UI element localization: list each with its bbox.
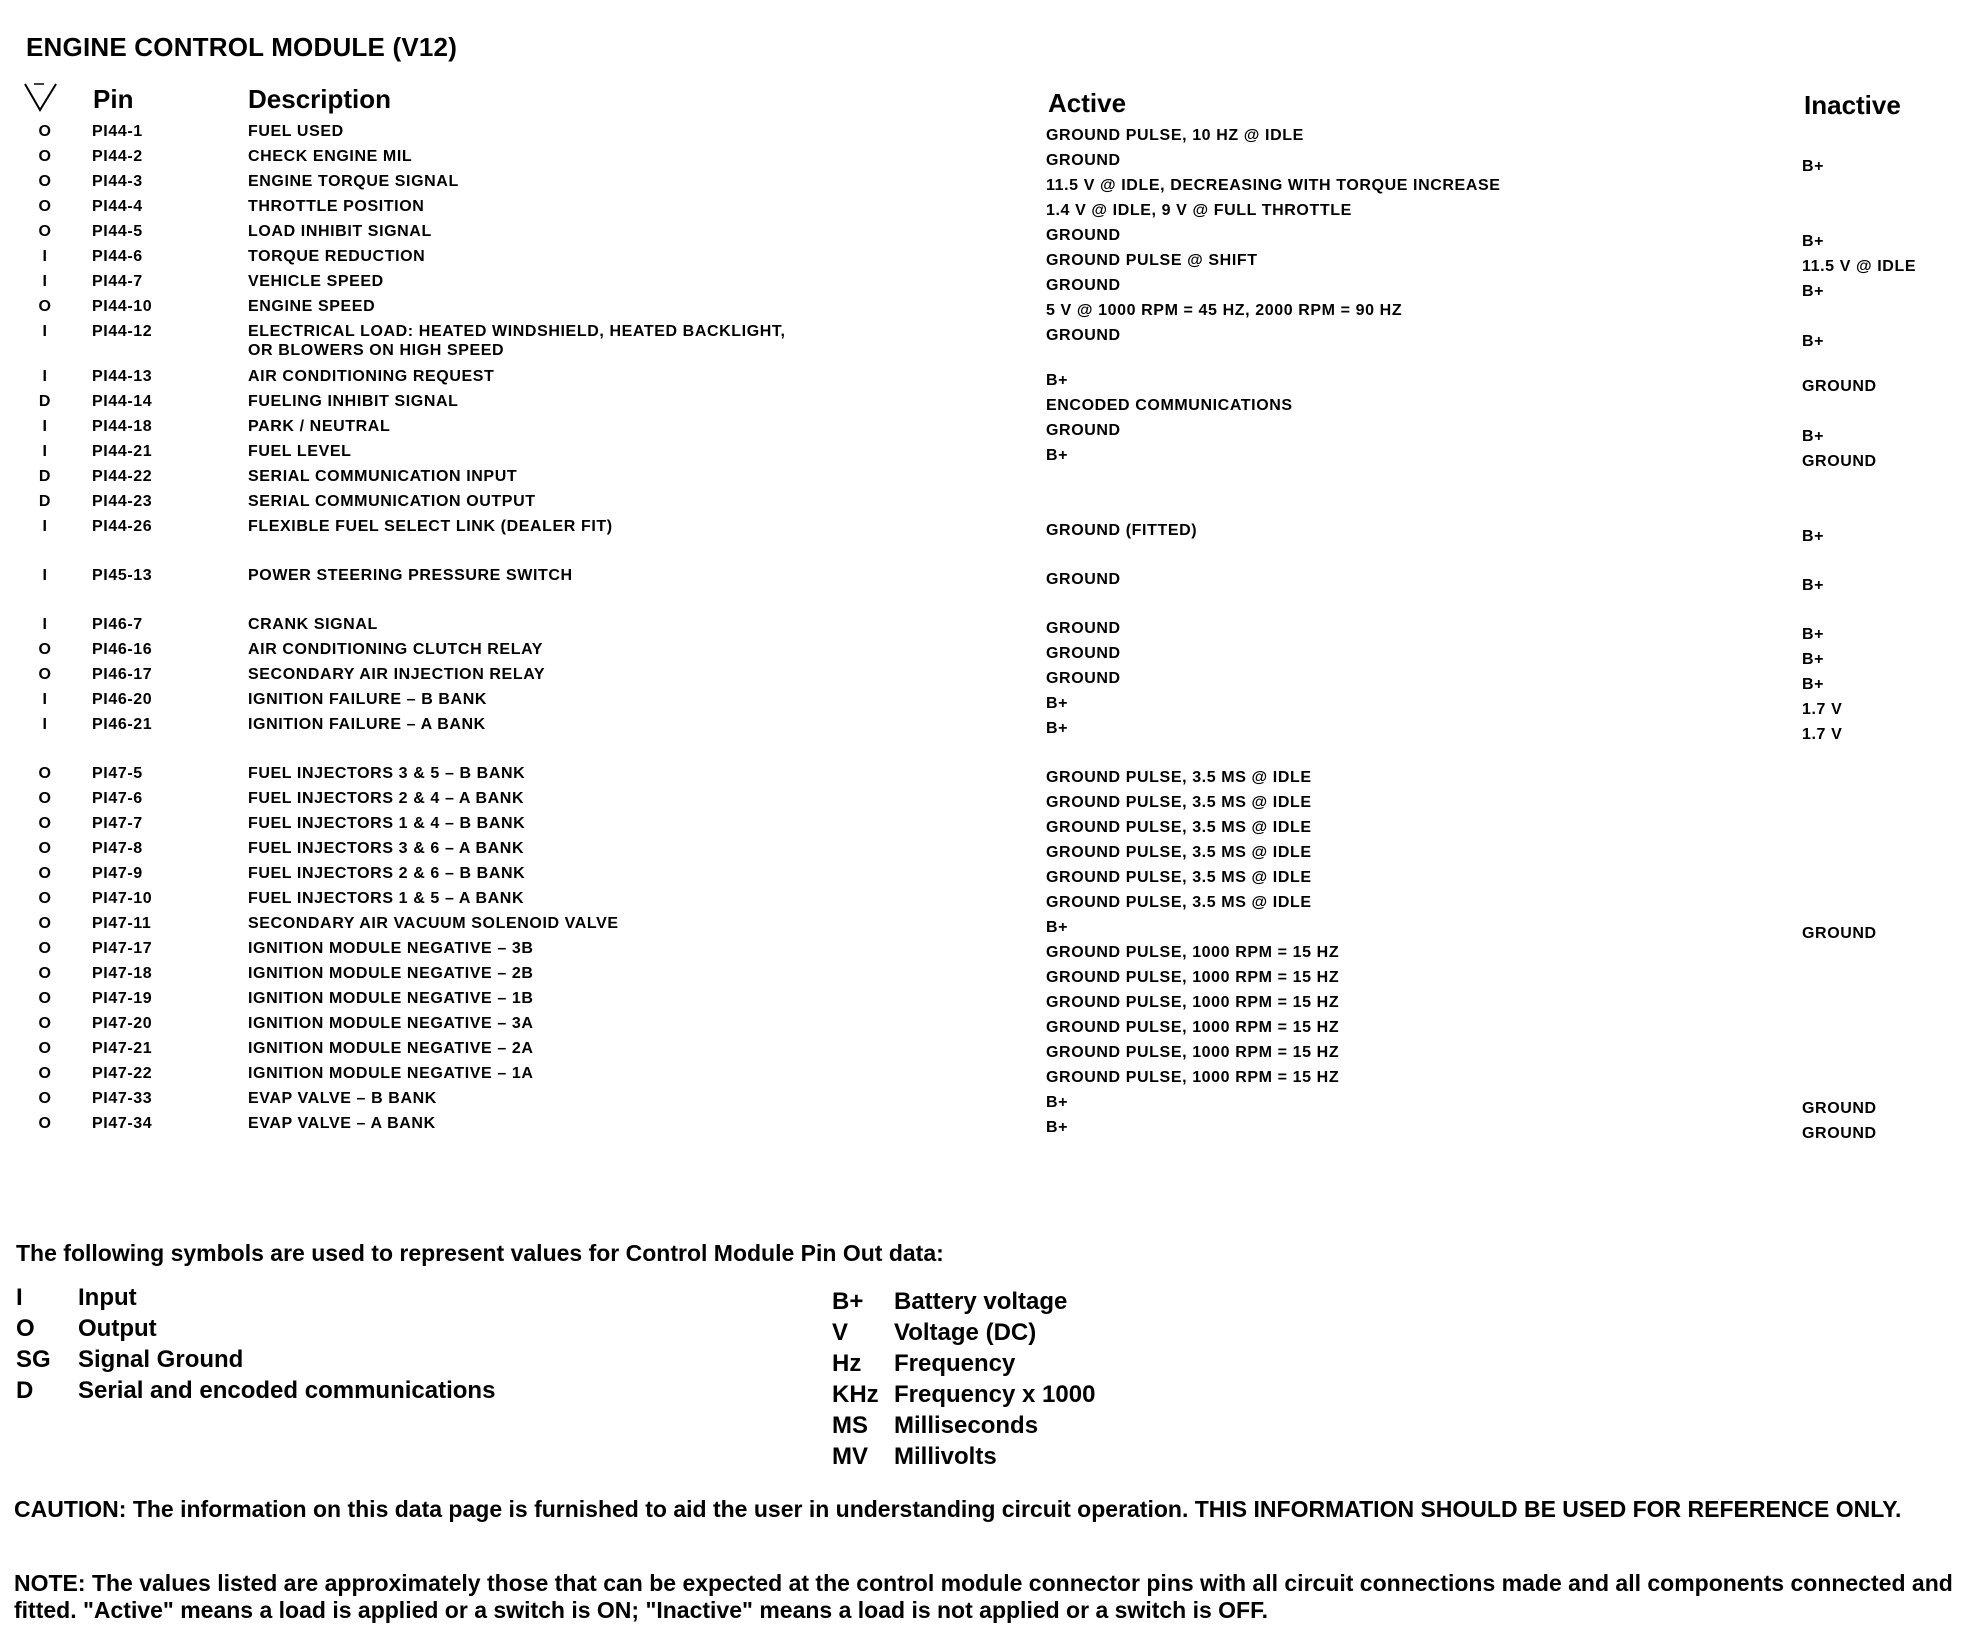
- pin-direction: I: [42, 273, 48, 290]
- inactive-value: B+: [1802, 283, 1825, 300]
- page-title: ENGINE CONTROL MODULE (V12): [26, 32, 458, 62]
- pin-id: PI44-13: [92, 368, 153, 385]
- pin-id: PI47-8: [92, 840, 143, 857]
- pin-description: FUELING INHIBIT SIGNAL: [248, 393, 459, 410]
- pin-description: IGNITION MODULE NEGATIVE – 2A: [248, 1040, 534, 1057]
- pin-direction: O: [38, 940, 52, 957]
- pin-description: EVAP VALVE – A BANK: [248, 1115, 436, 1132]
- table-row: [0, 122, 1980, 146]
- table-row: [0, 1089, 1980, 1117]
- active-value: GROUND PULSE, 3.5 MS @ IDLE: [1046, 869, 1312, 886]
- legend-label: Frequency: [894, 1350, 1016, 1377]
- pin-description: ENGINE SPEED: [248, 298, 376, 315]
- active-value: GROUND: [1046, 277, 1121, 294]
- pin-direction: O: [38, 1090, 52, 1107]
- inactive-value: GROUND: [1802, 1100, 1877, 1117]
- active-value: GROUND: [1046, 620, 1121, 637]
- legend-code: Hz: [832, 1350, 862, 1377]
- legend-code: SG: [16, 1346, 51, 1373]
- legend-item: [16, 1377, 495, 1405]
- pin-id: PI44-12: [92, 323, 153, 340]
- pin-direction: I: [42, 443, 48, 460]
- pin-direction: O: [38, 1115, 52, 1132]
- table-row: [0, 367, 1980, 395]
- pin-description: THROTTLE POSITION: [248, 198, 425, 215]
- pin-description: CHECK ENGINE MIL: [248, 148, 413, 165]
- table-row: [0, 665, 1980, 693]
- caution-note: CAUTION: The information on this data page is furnished to aid the user in understanding circuit operation. THIS INFORMATION SHOULD BE USED FOR REFERENCE ONLY.: [14, 1496, 1902, 1522]
- pin-description: SERIAL COMMUNICATION OUTPUT: [248, 493, 536, 510]
- pin-id: PI44-3: [92, 173, 143, 190]
- pin-id: PI44-1: [92, 123, 143, 140]
- active-value: B+: [1046, 372, 1069, 389]
- table-row: [0, 914, 1980, 942]
- active-value: 11.5 V @ IDLE, DECREASING WITH TORQUE INCREASE: [1046, 177, 1501, 194]
- legend-item: [832, 1443, 997, 1471]
- pin-direction: I: [42, 518, 48, 535]
- legend-item: [16, 1315, 157, 1343]
- pin-direction: O: [38, 666, 52, 683]
- pin-id: PI44-5: [92, 223, 143, 240]
- legend-label: Voltage (DC): [894, 1319, 1037, 1346]
- triangle-icon: [22, 80, 62, 114]
- inactive-value: B+: [1802, 651, 1825, 668]
- pin-direction: O: [38, 298, 52, 315]
- active-header: Active: [1048, 88, 1127, 118]
- table-row: [0, 814, 1980, 838]
- pin-id: PI44-6: [92, 248, 143, 265]
- pin-id: PI47-33: [92, 1090, 153, 1107]
- pin-description: VEHICLE SPEED: [248, 273, 384, 290]
- active-value: 1.4 V @ IDLE, 9 V @ FULL THROTTLE: [1046, 202, 1352, 219]
- pin-description: SECONDARY AIR VACUUM SOLENOID VALVE: [248, 915, 619, 932]
- legend-heading: The following symbols are used to represent values for Control Module Pin Out data:: [16, 1240, 944, 1266]
- active-value: ENCODED COMMUNICATIONS: [1046, 397, 1293, 414]
- legend-item: [832, 1288, 1067, 1316]
- pin-description: LOAD INHIBIT SIGNAL: [248, 223, 432, 240]
- pin-description: ELECTRICAL LOAD: HEATED WINDSHIELD, HEATED BACKLIGHT,: [248, 323, 786, 340]
- table-row: [0, 442, 1980, 470]
- table-row: [0, 272, 1980, 300]
- legend-item: [16, 1284, 137, 1312]
- legend-code: B+: [832, 1288, 864, 1315]
- pin-description: FUEL INJECTORS 1 & 4 – B BANK: [248, 815, 526, 832]
- pin-description: AIR CONDITIONING REQUEST: [248, 368, 495, 385]
- pin-description: TORQUE REDUCTION: [248, 248, 426, 265]
- active-value: GROUND PULSE @ SHIFT: [1046, 252, 1258, 269]
- direction-header-icon: [22, 80, 62, 114]
- pin-description: FUEL INJECTORS 1 & 5 – A BANK: [248, 890, 525, 907]
- active-value: B+: [1046, 1119, 1069, 1136]
- pin-id: PI47-20: [92, 1015, 153, 1032]
- pin-id: PI46-7: [92, 616, 143, 633]
- legend-label: Battery voltage: [894, 1288, 1068, 1315]
- table-row: [0, 247, 1980, 275]
- pin-description: SECONDARY AIR INJECTION RELAY: [248, 666, 546, 683]
- pin-id: PI47-9: [92, 865, 143, 882]
- legend-label: Frequency x 1000: [894, 1381, 1096, 1408]
- pin-description: FUEL USED: [248, 123, 344, 140]
- table-row: [0, 839, 1980, 863]
- active-value: GROUND PULSE, 3.5 MS @ IDLE: [1046, 819, 1312, 836]
- legend-label: Signal Ground: [78, 1346, 244, 1373]
- table-row: [0, 640, 1980, 668]
- inactive-value: 11.5 V @ IDLE: [1802, 258, 1917, 275]
- pin-description: IGNITION FAILURE – B BANK: [248, 691, 488, 708]
- pin-description-continued: OR BLOWERS ON HIGH SPEED: [248, 342, 505, 359]
- active-value: GROUND: [1046, 152, 1121, 169]
- active-value: GROUND: [1046, 227, 1121, 244]
- active-value: GROUND: [1046, 422, 1121, 439]
- legend-label: Output: [78, 1315, 157, 1342]
- table-row: [0, 417, 1980, 445]
- pin-direction: I: [42, 616, 48, 633]
- active-value: B+: [1046, 720, 1069, 737]
- pin-id: PI46-20: [92, 691, 153, 708]
- pin-description: IGNITION FAILURE – A BANK: [248, 716, 486, 733]
- table-row: [0, 989, 1980, 1013]
- pin-direction: O: [38, 990, 52, 1007]
- legend-code: KHz: [832, 1381, 879, 1408]
- pin-description: EVAP VALVE – B BANK: [248, 1090, 437, 1107]
- pin-direction: I: [42, 691, 48, 708]
- table-row: [0, 297, 1980, 321]
- pin-direction: O: [38, 223, 52, 240]
- inactive-value: B+: [1802, 676, 1825, 693]
- pin-id: PI44-10: [92, 298, 153, 315]
- table-row: [0, 615, 1980, 643]
- active-value: GROUND PULSE, 1000 RPM = 15 HZ: [1046, 994, 1340, 1011]
- pin-direction: O: [38, 1015, 52, 1032]
- inactive-value: GROUND: [1802, 453, 1877, 470]
- pin-description: CRANK SIGNAL: [248, 616, 378, 633]
- pin-direction: O: [38, 173, 52, 190]
- pin-description: FUEL INJECTORS 2 & 4 – A BANK: [248, 790, 525, 807]
- pin-description: IGNITION MODULE NEGATIVE – 1A: [248, 1065, 534, 1082]
- pin-description: POWER STEERING PRESSURE SWITCH: [248, 567, 573, 584]
- pin-description: IGNITION MODULE NEGATIVE – 1B: [248, 990, 534, 1007]
- pin-id: PI46-16: [92, 641, 153, 658]
- pin-header: Pin: [93, 84, 134, 114]
- inactive-value: B+: [1802, 577, 1825, 594]
- pin-description: IGNITION MODULE NEGATIVE – 3B: [248, 940, 534, 957]
- pin-description: FUEL LEVEL: [248, 443, 352, 460]
- active-value: GROUND: [1046, 327, 1121, 344]
- pin-id: PI45-13: [92, 567, 153, 584]
- pin-id: PI47-34: [92, 1115, 153, 1132]
- pin-id: PI47-19: [92, 990, 153, 1007]
- active-value: GROUND PULSE, 1000 RPM = 15 HZ: [1046, 1069, 1340, 1086]
- active-value: GROUND PULSE, 1000 RPM = 15 HZ: [1046, 969, 1340, 986]
- active-value: GROUND PULSE, 1000 RPM = 15 HZ: [1046, 1019, 1340, 1036]
- pin-id: PI44-2: [92, 148, 143, 165]
- pin-direction: O: [38, 123, 52, 140]
- pin-direction: O: [38, 965, 52, 982]
- table-row: [0, 864, 1980, 888]
- pin-id: PI44-22: [92, 468, 153, 485]
- pin-direction: D: [38, 468, 52, 485]
- legend-label: Milliseconds: [894, 1412, 1039, 1439]
- pin-id: PI47-11: [92, 915, 152, 932]
- active-value: GROUND PULSE, 3.5 MS @ IDLE: [1046, 844, 1312, 861]
- pin-id: PI46-17: [92, 666, 153, 683]
- inactive-value: B+: [1802, 158, 1825, 175]
- legend-code: O: [16, 1315, 35, 1342]
- table-row: [0, 147, 1980, 175]
- pin-id: PI47-7: [92, 815, 143, 832]
- legend-code: V: [832, 1319, 849, 1346]
- table-row: [0, 939, 1980, 963]
- pin-id: PI47-10: [92, 890, 153, 907]
- pin-id: PI47-5: [92, 765, 143, 782]
- active-value: GROUND PULSE, 3.5 MS @ IDLE: [1046, 794, 1312, 811]
- active-value: GROUND PULSE, 1000 RPM = 15 HZ: [1046, 1044, 1340, 1061]
- inactive-value: GROUND: [1802, 378, 1877, 395]
- legend-item: [16, 1346, 243, 1374]
- active-value: GROUND (FITTED): [1046, 522, 1198, 539]
- pin-direction: O: [38, 1040, 52, 1057]
- table-row: [0, 172, 1980, 196]
- table-row: [0, 964, 1980, 988]
- general-note: NOTE: The values listed are approximately those that can be expected at the control module connector pins with all circuit connections made and all components connected and fitted. "Active" means a load is applied or a switch is ON; "Inactive" means a load is not applied or a switch is OFF.: [14, 1570, 1953, 1623]
- inactive-value: GROUND: [1802, 1125, 1877, 1142]
- pin-direction: O: [38, 865, 52, 882]
- legend-item: [832, 1381, 1095, 1409]
- pin-id: PI47-18: [92, 965, 153, 982]
- table-row: [0, 566, 1980, 594]
- active-value: B+: [1046, 1094, 1069, 1111]
- table-row: [0, 1064, 1980, 1088]
- pin-id: PI44-7: [92, 273, 143, 290]
- legend-code: D: [16, 1377, 34, 1404]
- pin-direction: O: [38, 641, 52, 658]
- pin-description: IGNITION MODULE NEGATIVE – 3A: [248, 1015, 534, 1032]
- pin-direction: O: [38, 1065, 52, 1082]
- table-row: [0, 322, 1980, 359]
- pin-id: PI46-21: [92, 716, 153, 733]
- table-row: [0, 467, 1980, 491]
- pin-direction: O: [38, 815, 52, 832]
- pin-description: FLEXIBLE FUEL SELECT LINK (DEALER FIT): [248, 518, 613, 535]
- inactive-value: 1.7 V: [1802, 726, 1843, 743]
- inactive-header: Inactive: [1804, 90, 1901, 120]
- table-row: [0, 789, 1980, 813]
- inactive-value: B+: [1802, 333, 1825, 350]
- active-value: GROUND PULSE, 10 HZ @ IDLE: [1046, 127, 1304, 144]
- pin-direction: O: [38, 915, 52, 932]
- table-row: [0, 715, 1980, 743]
- pin-direction: O: [38, 148, 52, 165]
- description-header: Description: [248, 84, 392, 114]
- table-row: [0, 1014, 1980, 1038]
- pin-direction: D: [38, 493, 52, 510]
- table-row: [0, 690, 1980, 718]
- pin-id: PI44-23: [92, 493, 153, 510]
- table-row: [0, 197, 1980, 221]
- active-value: GROUND PULSE, 1000 RPM = 15 HZ: [1046, 944, 1340, 961]
- pin-direction: O: [38, 790, 52, 807]
- pin-direction: I: [42, 323, 48, 340]
- inactive-value: B+: [1802, 626, 1825, 643]
- table-row: [0, 1114, 1980, 1142]
- pin-direction: O: [38, 840, 52, 857]
- pin-direction: I: [42, 368, 48, 385]
- active-value: B+: [1046, 919, 1069, 936]
- pin-direction: O: [38, 198, 52, 215]
- pin-description: SERIAL COMMUNICATION INPUT: [248, 468, 518, 485]
- legend-code: MV: [832, 1443, 868, 1470]
- table-row: [0, 492, 1980, 516]
- pin-id: PI44-4: [92, 198, 143, 215]
- inactive-value: GROUND: [1802, 925, 1877, 942]
- active-value: GROUND PULSE, 3.5 MS @ IDLE: [1046, 894, 1312, 911]
- legend-item: [832, 1412, 1038, 1440]
- active-value: GROUND PULSE, 3.5 MS @ IDLE: [1046, 769, 1312, 786]
- pin-description: FUEL INJECTORS 2 & 6 – B BANK: [248, 865, 526, 882]
- table-row: [0, 222, 1980, 250]
- legend-code: I: [16, 1284, 23, 1311]
- pin-direction: I: [42, 418, 48, 435]
- legend-label: Millivolts: [894, 1443, 997, 1470]
- active-value: B+: [1046, 695, 1069, 712]
- table-row: [0, 517, 1980, 545]
- legend-label: Input: [78, 1284, 137, 1311]
- pin-direction: I: [42, 248, 48, 265]
- table-row: [0, 392, 1980, 416]
- legend-item: [832, 1319, 1036, 1347]
- pin-description: IGNITION MODULE NEGATIVE – 2B: [248, 965, 534, 982]
- legend-code: MS: [832, 1412, 868, 1439]
- active-value: GROUND: [1046, 645, 1121, 662]
- legend-item: [832, 1350, 1015, 1378]
- table-row: [0, 764, 1980, 788]
- pin-id: PI44-18: [92, 418, 153, 435]
- pin-id: PI47-17: [92, 940, 153, 957]
- active-value: 5 V @ 1000 RPM = 45 HZ, 2000 RPM = 90 HZ: [1046, 302, 1403, 319]
- pin-direction: I: [42, 567, 48, 584]
- inactive-value: B+: [1802, 428, 1825, 445]
- pin-direction: D: [38, 393, 52, 410]
- pin-id: PI44-21: [92, 443, 153, 460]
- active-value: B+: [1046, 447, 1069, 464]
- inactive-value: 1.7 V: [1802, 701, 1843, 718]
- pin-description: FUEL INJECTORS 3 & 6 – A BANK: [248, 840, 525, 857]
- pin-description: PARK / NEUTRAL: [248, 418, 391, 435]
- pin-description: ENGINE TORQUE SIGNAL: [248, 173, 459, 190]
- table-row: [0, 1039, 1980, 1063]
- active-value: GROUND: [1046, 670, 1121, 687]
- pin-id: PI47-22: [92, 1065, 153, 1082]
- pin-id: PI44-14: [92, 393, 153, 410]
- pin-direction: O: [38, 765, 52, 782]
- pin-id: PI44-26: [92, 518, 153, 535]
- pin-id: PI47-21: [92, 1040, 153, 1057]
- pin-id: PI47-6: [92, 790, 143, 807]
- active-value: GROUND: [1046, 571, 1121, 588]
- inactive-value: B+: [1802, 233, 1825, 250]
- legend-label: Serial and encoded communications: [78, 1377, 496, 1404]
- pin-direction: O: [38, 890, 52, 907]
- pin-description: AIR CONDITIONING CLUTCH RELAY: [248, 641, 544, 658]
- pin-description: FUEL INJECTORS 3 & 5 – B BANK: [248, 765, 526, 782]
- table-row: [0, 889, 1980, 913]
- pin-direction: I: [42, 716, 48, 733]
- inactive-value: B+: [1802, 528, 1825, 545]
